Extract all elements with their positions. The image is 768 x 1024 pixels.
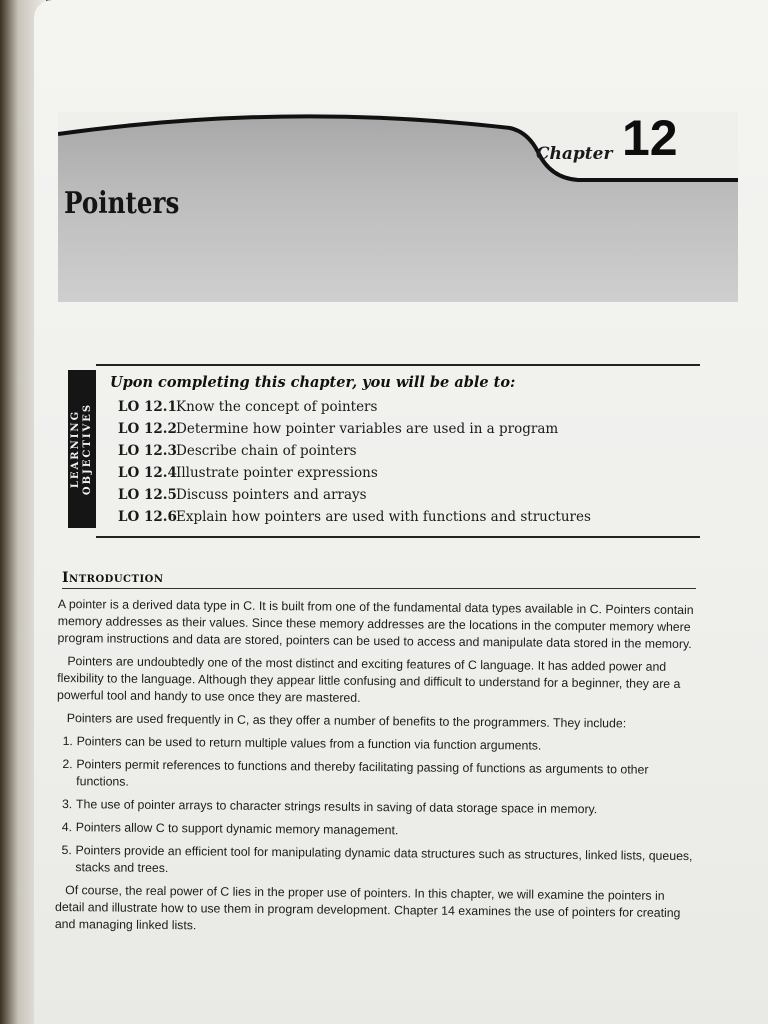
objective-text: Discuss pointers and arrays	[176, 487, 367, 503]
objective-item	[118, 506, 591, 528]
objective-text: Know the concept of pointers	[176, 399, 378, 415]
benefit-text: Pointers allow C to support dynamic memory management.	[75, 820, 399, 838]
chapter-title: Pointers	[64, 186, 180, 221]
intro-paragraph-3: Pointers are used frequently in C, as they offer a number of benefits to the programmers. They include:	[66, 711, 627, 731]
chapter-number: 12	[622, 110, 678, 166]
benefit-item	[61, 842, 695, 882]
intro-paragraph-1: A pointer is a derived data type in C. It is built from one of the fundamental data types available in C. Pointers contain memory addresses as their values. Since these memory addresses are the locations in the computer memory where program instructions and data are stored, pointers can be used to access and manipulate data stored in the memory.	[57, 596, 694, 652]
objective-code: LO 12.2	[118, 421, 177, 437]
objective-item	[118, 418, 591, 440]
side-label-line2: OBJECTIVES	[82, 402, 94, 496]
objective-item	[118, 484, 591, 506]
benefit-text: Pointers provide an efficient tool for manipulating dynamic data structures such as structures, linked lists, queues, stacks and trees.	[75, 843, 693, 876]
introduction-heading: Introduction	[62, 570, 164, 586]
objective-code: LO 12.4	[118, 465, 177, 481]
objective-text: Illustrate pointer expressions	[176, 465, 378, 481]
benefit-text: Pointers can be used to return multiple values from a function via function arguments.	[76, 734, 542, 753]
objective-text: Explain how pointers are used with functions and structures	[176, 509, 591, 525]
chapter-label: Chapter	[536, 144, 613, 164]
learning-objectives-heading: Upon completing this chapter, you will be able to:	[110, 374, 516, 391]
objective-code: LO 12.5	[118, 487, 177, 503]
benefit-number: 3.	[61, 797, 73, 812]
objective-code: LO 12.6	[118, 509, 177, 525]
intro-paragraph-2: Pointers are undoubtedly one of the most distinct and exciting features of C language. It has added power and flexibility to the language. Although they appear little confusing and difficult to understand for a beginner, they are a powerful tool and handy to use once they are mastered.	[56, 654, 681, 705]
benefit-item	[61, 819, 696, 842]
benefit-item	[62, 756, 696, 796]
objective-text: Determine how pointer variables are used in a program	[176, 421, 559, 437]
objective-code: LO 12.3	[118, 443, 177, 459]
benefit-item	[62, 733, 697, 756]
side-label-line1: LEARNING	[70, 409, 82, 489]
benefit-item	[61, 796, 696, 819]
introduction-body	[55, 596, 698, 945]
benefit-number: 4.	[61, 820, 73, 835]
benefit-number: 2.	[62, 757, 73, 772]
objective-text: Describe chain of pointers	[176, 443, 357, 459]
learning-objectives-side-label	[68, 370, 96, 528]
objective-item	[118, 396, 591, 418]
benefits-list	[55, 733, 696, 882]
benefit-number: 5.	[61, 843, 72, 858]
introduction-rule	[62, 588, 696, 589]
benefit-number: 1.	[62, 734, 73, 749]
benefit-text: The use of pointer arrays to character strings results in saving of data storage space in memory.	[75, 797, 598, 817]
objective-item	[118, 462, 591, 484]
benefit-text: Pointers permit references to functions and thereby facilitating passing of functions as arguments to other functions.	[76, 757, 649, 789]
learning-objectives-list	[118, 396, 591, 528]
intro-paragraph-4: Of course, the real power of C lies in the proper use of pointers. In this chapter, we will examine the pointers in detail and illustrate how to use them in program development. Chapter 14 examines the use of pointers for creating and managing linked lists.	[54, 883, 681, 933]
objective-item	[118, 440, 591, 462]
objective-code: LO 12.1	[118, 399, 177, 415]
